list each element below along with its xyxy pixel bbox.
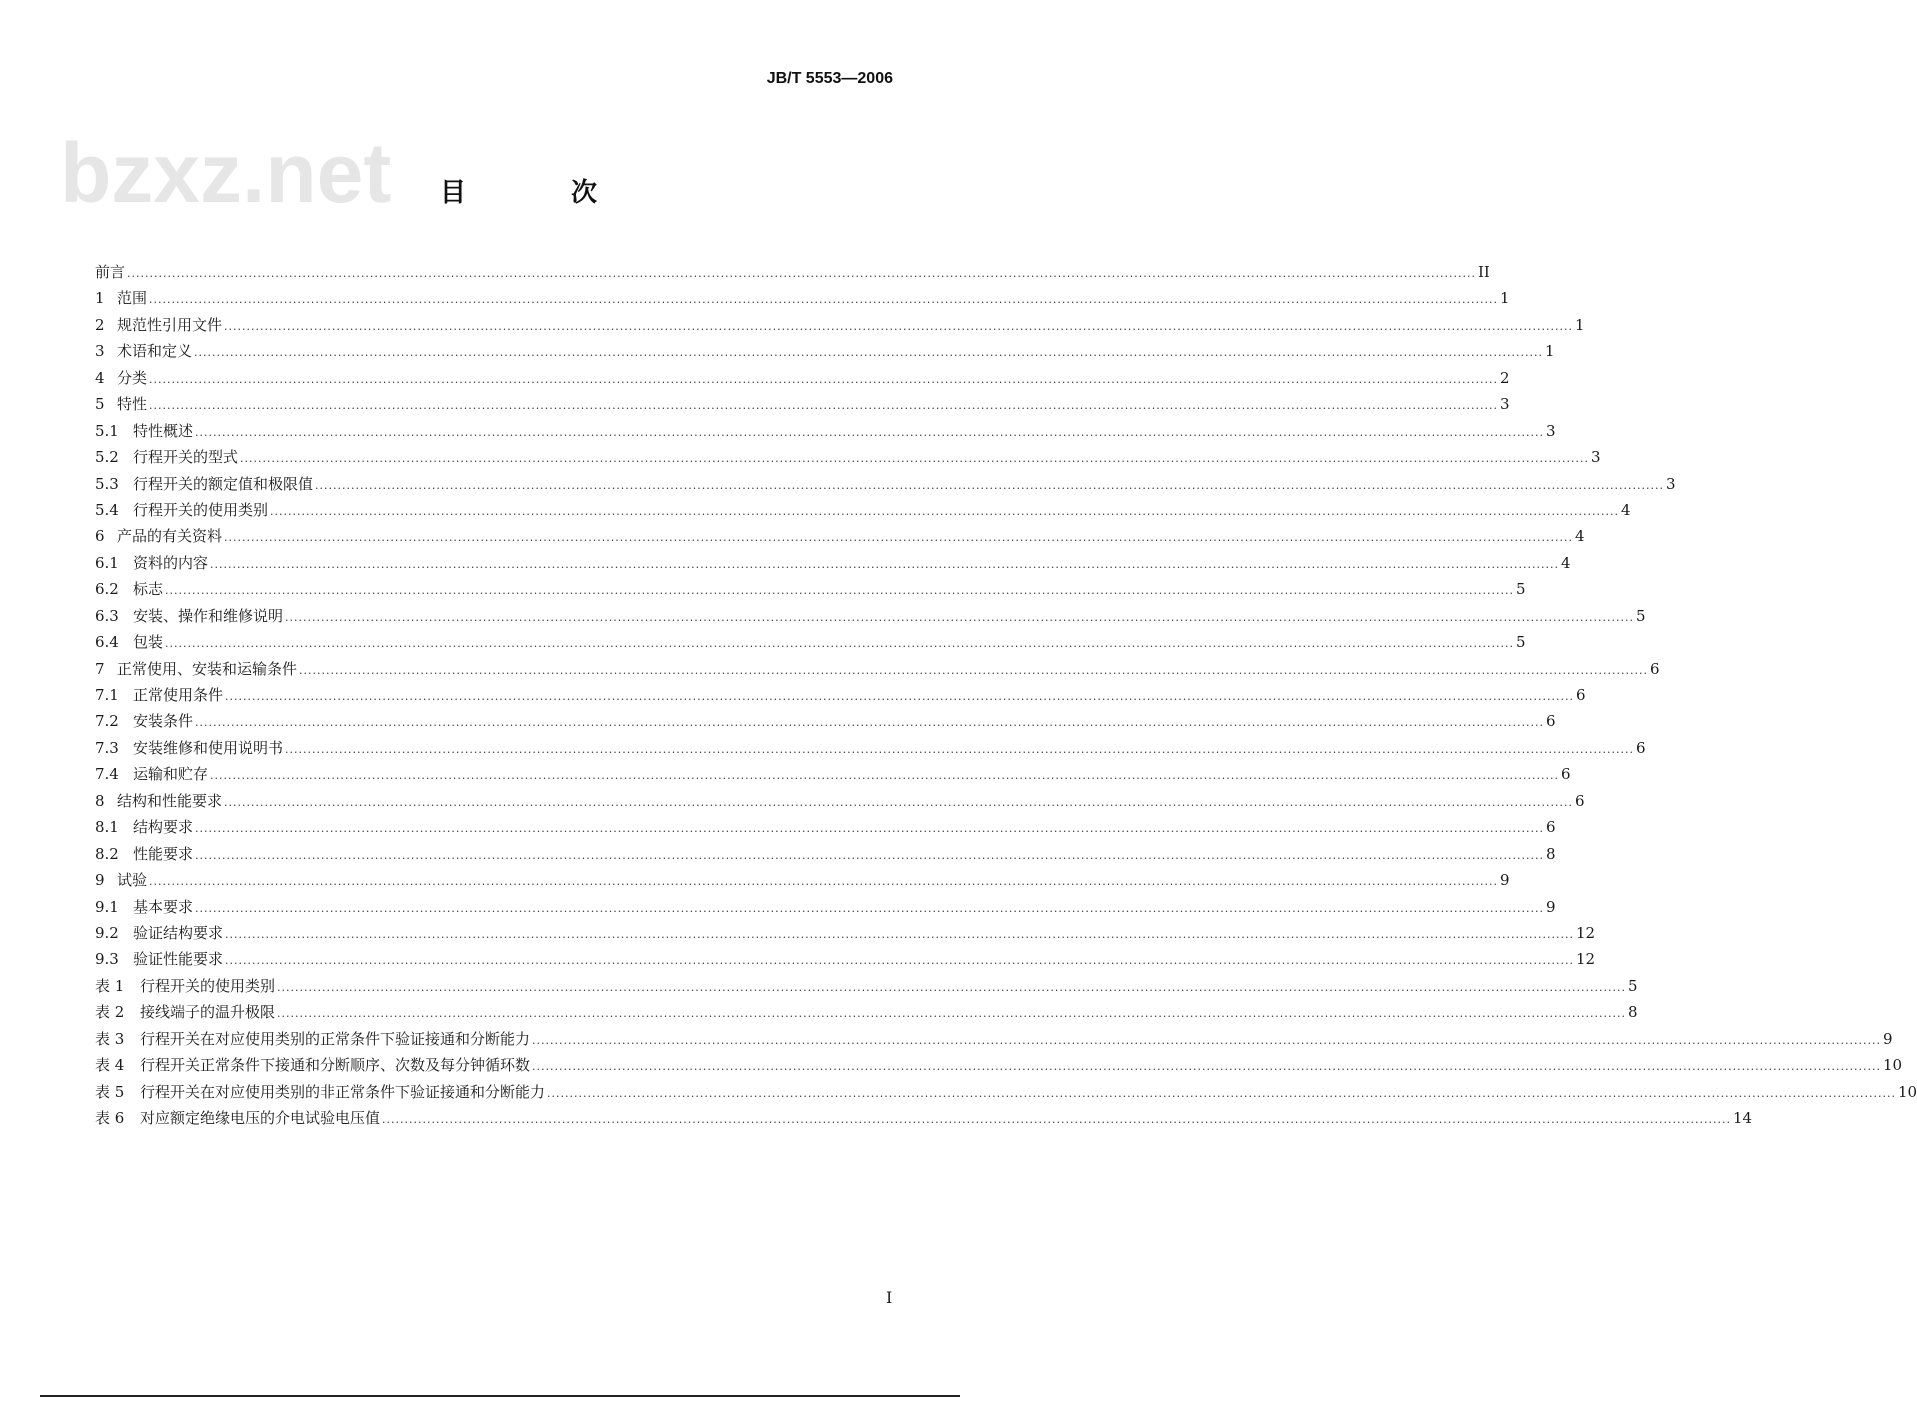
leader-dots: ............................................................................................................................................................................................................................................................................................................ (149, 372, 1498, 386)
leader-dots: ............................................................................................................................................................................................................................................................................................................ (285, 610, 1634, 624)
toc-entry-label: 结构要求 (133, 818, 194, 837)
toc-entry[interactable] (95, 920, 1596, 946)
toc-entry-number: 4 (95, 368, 105, 387)
toc-entry-label: 安装、操作和维修说明 (133, 606, 284, 625)
toc-entry[interactable] (95, 444, 1601, 470)
leader-dots: ............................................................................................................................................................................................................................................................................................................ (224, 795, 1573, 809)
toc-entry-page: 14 (1733, 1109, 1753, 1127)
toc-entry-number: 7.2 (95, 712, 119, 731)
toc-entry-label: 资料的内容 (133, 553, 209, 572)
toc-entry-label: 行程开关在对应使用类别的非正常条件下验证接通和分断能力 (140, 1082, 546, 1101)
toc-entry-page: 8 (1546, 844, 1556, 863)
toc-entry-number: 9 (95, 871, 105, 890)
toc-entry-number: 3 (95, 342, 105, 361)
toc-entry-page: 1 (1575, 315, 1585, 334)
toc-entry-number: 表 2 (95, 1003, 125, 1022)
toc-entry-number: 6.4 (95, 633, 119, 652)
toc-entry-number: 6 (95, 527, 105, 546)
toc-entry-page: 6 (1561, 765, 1571, 784)
toc-entry-label: 安装条件 (133, 712, 194, 731)
toc-entry-number: 8 (95, 791, 105, 810)
toc-entry-label: 标志 (133, 580, 164, 599)
watermark: bzxz.net (60, 126, 392, 220)
leader-dots: ............................................................................................................................................................................................................................................................................................................ (149, 399, 1498, 413)
toc-entry[interactable] (95, 708, 1556, 734)
toc-entry-number: 9.3 (95, 950, 119, 969)
toc-entry-number: 7.4 (95, 765, 119, 784)
toc-entry-label: 试验 (117, 871, 148, 890)
toc-entry[interactable] (95, 867, 1510, 893)
leader-dots: ............................................................................................................................................................................................................................................................................................................ (225, 927, 1574, 941)
toc-entry-label: 分类 (117, 368, 148, 387)
bottom-border (40, 1395, 960, 1397)
leader-dots: ............................................................................................................................................................................................................................................................................................................ (315, 478, 1664, 492)
leader-dots: ............................................................................................................................................................................................................................................................................................................ (195, 716, 1544, 730)
toc-entry-label: 行程开关在对应使用类别的正常条件下验证接通和分断能力 (140, 1029, 531, 1048)
toc-entry-page: 5 (1628, 976, 1638, 995)
leader-dots: ............................................................................................................................................................................................................................................................................................................ (210, 557, 1559, 571)
leader-dots: ............................................................................................................................................................................................................................................................................................................ (224, 531, 1573, 545)
leader-dots: ............................................................................................................................................................................................................................................................................................................ (224, 319, 1573, 333)
toc-entry[interactable] (95, 1052, 1903, 1078)
toc-entry-label: 术语和定义 (117, 342, 193, 361)
toc-entry-label: 包装 (133, 633, 164, 652)
leader-dots: ............................................................................................................................................................................................................................................................................................................ (225, 954, 1574, 968)
toc-entry-number: 表 5 (95, 1082, 125, 1101)
toc-entry-label: 结构和性能要求 (117, 791, 223, 810)
toc-entry-label: 行程开关的型式 (133, 448, 239, 467)
toc-entry[interactable] (95, 259, 1490, 285)
toc-entry-label: 对应额定绝缘电压的介电试验电压值 (140, 1109, 381, 1127)
toc-entry-number: 6.2 (95, 580, 119, 599)
table-of-contents (95, 259, 1917, 1131)
toc-entry-label: 特性概述 (133, 421, 194, 440)
toc-entry-label: 基本要求 (133, 897, 194, 916)
toc-entry[interactable] (95, 946, 1596, 972)
toc-entry-number: 7.3 (95, 738, 119, 757)
page-title: 目 次 (440, 178, 646, 208)
toc-entry-page: 6 (1576, 686, 1586, 704)
leader-dots: ............................................................................................................................................................................................................................................................................................................ (127, 267, 1476, 280)
toc-entry[interactable] (95, 523, 1585, 549)
toc-entry-page: 5 (1516, 580, 1526, 599)
toc-entry-label: 安装维修和使用说明书 (133, 738, 284, 757)
toc-entry-page: 1 (1545, 342, 1555, 361)
toc-entry-page: 9 (1546, 897, 1556, 916)
toc-entry-page: 3 (1591, 448, 1601, 467)
toc-entry-page: 10 (1898, 1082, 1917, 1101)
toc-entry-number: 5.4 (95, 500, 119, 519)
leader-dots: ............................................................................................................................................................................................................................................................................................................ (240, 452, 1589, 466)
toc-entry-label: 性能要求 (133, 844, 194, 863)
leader-dots: ............................................................................................................................................................................................................................................................................................................ (195, 848, 1544, 862)
toc-entry-page: II (1478, 263, 1490, 281)
toc-entry-page: 6 (1546, 712, 1556, 731)
toc-entry-page: 12 (1576, 923, 1596, 942)
toc-entry[interactable] (95, 656, 1660, 682)
toc-entry[interactable] (95, 603, 1646, 629)
toc-entry-number: 表 6 (95, 1109, 125, 1127)
toc-entry[interactable] (95, 1026, 1893, 1052)
leader-dots: ............................................................................................................................................................................................................................................................................................................ (299, 663, 1648, 677)
toc-entry[interactable] (95, 894, 1556, 920)
toc-entry[interactable] (95, 550, 1571, 576)
leader-dots: ............................................................................................................................................................................................................................................................................................................ (165, 637, 1514, 651)
toc-entry[interactable] (95, 576, 1526, 602)
toc-entry-page: 9 (1500, 871, 1510, 890)
toc-entry-number: 5 (95, 395, 105, 414)
toc-entry-number: 表 4 (95, 1056, 125, 1075)
leader-dots: ............................................................................................................................................................................................................................................................................................................ (194, 346, 1543, 360)
toc-entry-number: 5.2 (95, 448, 119, 467)
toc-entry-page: 6 (1636, 738, 1646, 757)
leader-dots: ............................................................................................................................................................................................................................................................................................................ (382, 1113, 1731, 1126)
toc-entry-page: 6 (1650, 659, 1660, 678)
toc-entry[interactable] (95, 497, 1631, 523)
toc-entry-number: 8.2 (95, 844, 119, 863)
toc-entry-page: 5 (1516, 633, 1526, 652)
leader-dots: ............................................................................................................................................................................................................................................................................................................ (149, 293, 1498, 307)
toc-entry-page: 5 (1636, 606, 1646, 625)
toc-entry-number: 5.3 (95, 474, 119, 493)
leader-dots: ............................................................................................................................................................................................................................................................................................................ (225, 690, 1574, 703)
toc-entry[interactable] (95, 999, 1638, 1025)
toc-entry-page: 6 (1546, 818, 1556, 837)
leader-dots: ............................................................................................................................................................................................................................................................................................................ (149, 875, 1498, 889)
toc-entry-label: 正常使用条件 (133, 686, 224, 704)
toc-entry[interactable] (95, 973, 1638, 999)
toc-entry-number: 6.3 (95, 606, 119, 625)
toc-entry[interactable] (95, 814, 1556, 840)
toc-entry-page: 6 (1575, 791, 1585, 810)
toc-entry-label: 行程开关的使用类别 (140, 976, 276, 995)
toc-entry[interactable] (95, 788, 1585, 814)
leader-dots: ............................................................................................................................................................................................................................................................................................................ (165, 584, 1514, 598)
toc-entry-label: 正常使用、安装和运输条件 (117, 659, 298, 678)
toc-entry-number: 9.2 (95, 923, 119, 942)
toc-entry-page: 12 (1576, 950, 1596, 969)
toc-entry[interactable] (95, 761, 1571, 787)
leader-dots: ............................................................................................................................................................................................................................................................................................................ (277, 980, 1626, 994)
page-number: I (886, 1288, 893, 1307)
leader-dots: ............................................................................................................................................................................................................................................................................................................ (195, 901, 1544, 915)
toc-entry[interactable] (95, 629, 1526, 655)
toc-entry-number: 5.1 (95, 421, 119, 440)
toc-entry-label: 前言 (95, 263, 126, 281)
leader-dots: ............................................................................................................................................................................................................................................................................................................ (285, 742, 1634, 756)
toc-entry-page: 4 (1621, 500, 1631, 519)
toc-entry-number: 7.1 (95, 686, 119, 704)
toc-entry[interactable] (95, 735, 1646, 761)
toc-entry[interactable] (95, 285, 1510, 311)
leader-dots: ............................................................................................................................................................................................................................................................................................................ (532, 1033, 1881, 1047)
toc-entry[interactable] (95, 682, 1586, 708)
toc-entry-label: 产品的有关资料 (117, 527, 223, 546)
toc-entry-number: 8.1 (95, 818, 119, 837)
toc-entry-number: 7 (95, 659, 105, 678)
toc-entry[interactable] (95, 841, 1556, 867)
toc-entry[interactable] (95, 418, 1556, 444)
toc-entry-label: 特性 (117, 395, 148, 414)
toc-entry[interactable] (95, 471, 1676, 497)
toc-entry-page: 4 (1561, 553, 1571, 572)
leader-dots: ............................................................................................................................................................................................................................................................................................................ (532, 1060, 1881, 1074)
toc-entry-number: 表 1 (95, 976, 125, 995)
toc-entry[interactable] (95, 1079, 1917, 1105)
toc-entry-number: 9.1 (95, 897, 119, 916)
toc-entry-number: 1 (95, 289, 105, 308)
toc-entry-label: 行程开关正常条件下接通和分断顺序、次数及每分钟循环数 (140, 1056, 531, 1075)
toc-entry-label: 接线端子的温升极限 (140, 1003, 276, 1022)
toc-entry[interactable] (95, 312, 1585, 338)
leader-dots: ............................................................................................................................................................................................................................................................................................................ (195, 822, 1544, 836)
toc-entry[interactable] (95, 391, 1510, 417)
toc-entry-number: 表 3 (95, 1029, 125, 1048)
toc-entry[interactable] (95, 338, 1555, 364)
toc-entry-label: 规范性引用文件 (117, 315, 223, 334)
toc-entry-page: 9 (1883, 1029, 1893, 1048)
toc-entry[interactable] (95, 1105, 1753, 1131)
toc-entry[interactable] (95, 365, 1510, 391)
leader-dots: ............................................................................................................................................................................................................................................................................................................ (547, 1086, 1896, 1100)
toc-entry-label: 验证结构要求 (133, 923, 224, 942)
toc-entry-number: 6.1 (95, 553, 119, 572)
toc-entry-label: 行程开关的使用类别 (133, 500, 269, 519)
toc-entry-page: 3 (1546, 421, 1556, 440)
toc-entry-page: 4 (1575, 527, 1585, 546)
toc-entry-label: 行程开关的额定值和极限值 (133, 474, 314, 493)
toc-entry-label: 范围 (117, 289, 148, 308)
toc-entry-page: 10 (1883, 1056, 1903, 1075)
toc-entry-page: 3 (1666, 474, 1676, 493)
leader-dots: ............................................................................................................................................................................................................................................................................................................ (195, 425, 1544, 439)
toc-entry-page: 3 (1500, 395, 1510, 414)
toc-entry-label: 验证性能要求 (133, 950, 224, 969)
toc-entry-label: 运输和贮存 (133, 765, 209, 784)
standard-code: JB/T 5553—2006 (766, 70, 893, 87)
toc-entry-page: 8 (1628, 1003, 1638, 1022)
toc-entry-page: 1 (1500, 289, 1510, 308)
leader-dots: ............................................................................................................................................................................................................................................................................................................ (277, 1007, 1626, 1021)
toc-entry-number: 2 (95, 315, 105, 334)
leader-dots: ............................................................................................................................................................................................................................................................................................................ (270, 504, 1619, 518)
leader-dots: ............................................................................................................................................................................................................................................................................................................ (210, 769, 1559, 783)
toc-entry-page: 2 (1500, 368, 1510, 387)
